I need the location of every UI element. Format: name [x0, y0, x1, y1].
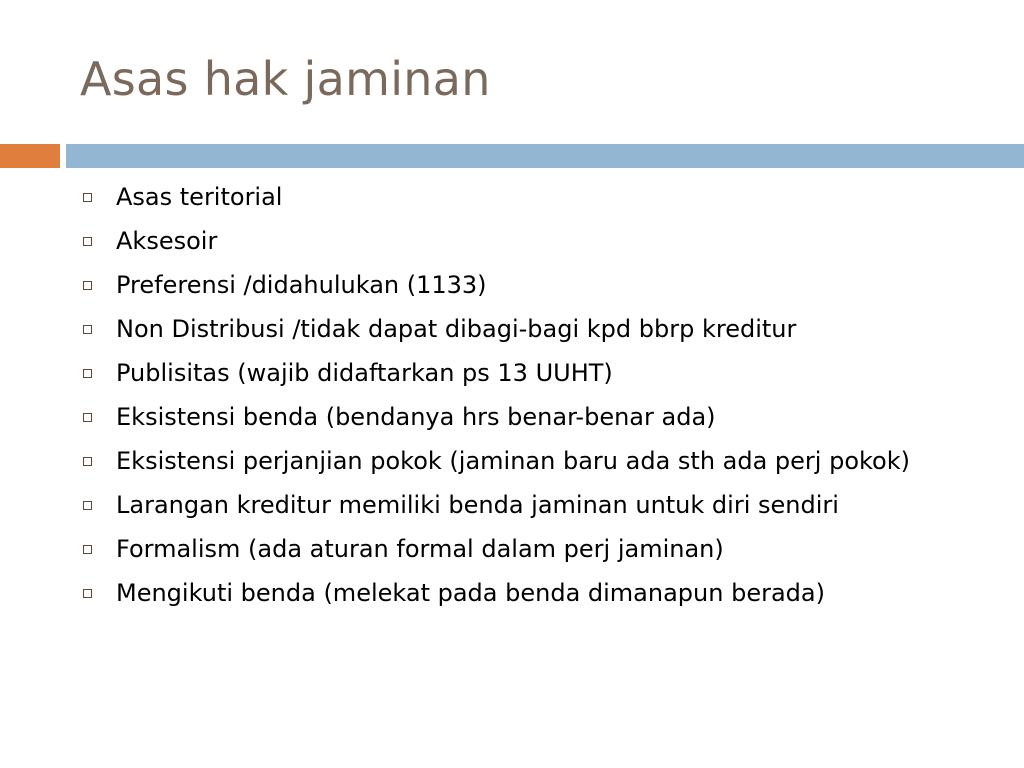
hollow-square-icon [83, 325, 92, 334]
bullet-text: Larangan kreditur memiliki benda jaminan untuk diri sendiri [116, 491, 839, 519]
hollow-square-icon [83, 237, 92, 246]
title-divider-bar [66, 144, 1024, 168]
bullet-text: Non Distribusi /tidak dapat dibagi-bagi kpd bbrp kreditur [116, 315, 797, 343]
bullet-item [80, 268, 1000, 302]
bullet-text: Aksesoir [116, 227, 218, 255]
bullet-item [80, 400, 1000, 434]
hollow-square-icon [83, 413, 92, 422]
hollow-square-icon [83, 281, 92, 290]
bullet-text: Formalism (ada aturan formal dalam perj jaminan) [116, 535, 724, 563]
bullet-text: Mengikuti benda (melekat pada benda dimanapun berada) [116, 579, 825, 607]
bullet-item [80, 312, 1000, 346]
slide-title: Asas hak jaminan [80, 52, 491, 106]
bullet-item [80, 224, 1000, 258]
hollow-square-icon [83, 545, 92, 554]
hollow-square-icon [83, 589, 92, 598]
bullet-text: Eksistensi perjanjian pokok (jaminan baru ada sth ada perj pokok) [116, 447, 911, 475]
bullet-list [80, 180, 1000, 620]
bullet-text: Preferensi /didahulukan (1133) [116, 271, 487, 299]
hollow-square-icon [83, 193, 92, 202]
bullet-item [80, 576, 1000, 610]
bullet-item [80, 356, 1000, 390]
hollow-square-icon [83, 457, 92, 466]
title-accent-bar [0, 144, 60, 168]
hollow-square-icon [83, 501, 92, 510]
hollow-square-icon [83, 369, 92, 378]
bullet-item [80, 444, 1000, 478]
bullet-text: Eksistensi benda (bendanya hrs benar-benar ada) [116, 403, 716, 431]
bullet-text: Asas teritorial [116, 183, 283, 211]
bullet-item [80, 488, 1000, 522]
bullet-text: Publisitas (wajib didaftarkan ps 13 UUHT) [116, 359, 613, 387]
bullet-item [80, 532, 1000, 566]
bullet-item [80, 180, 1000, 214]
